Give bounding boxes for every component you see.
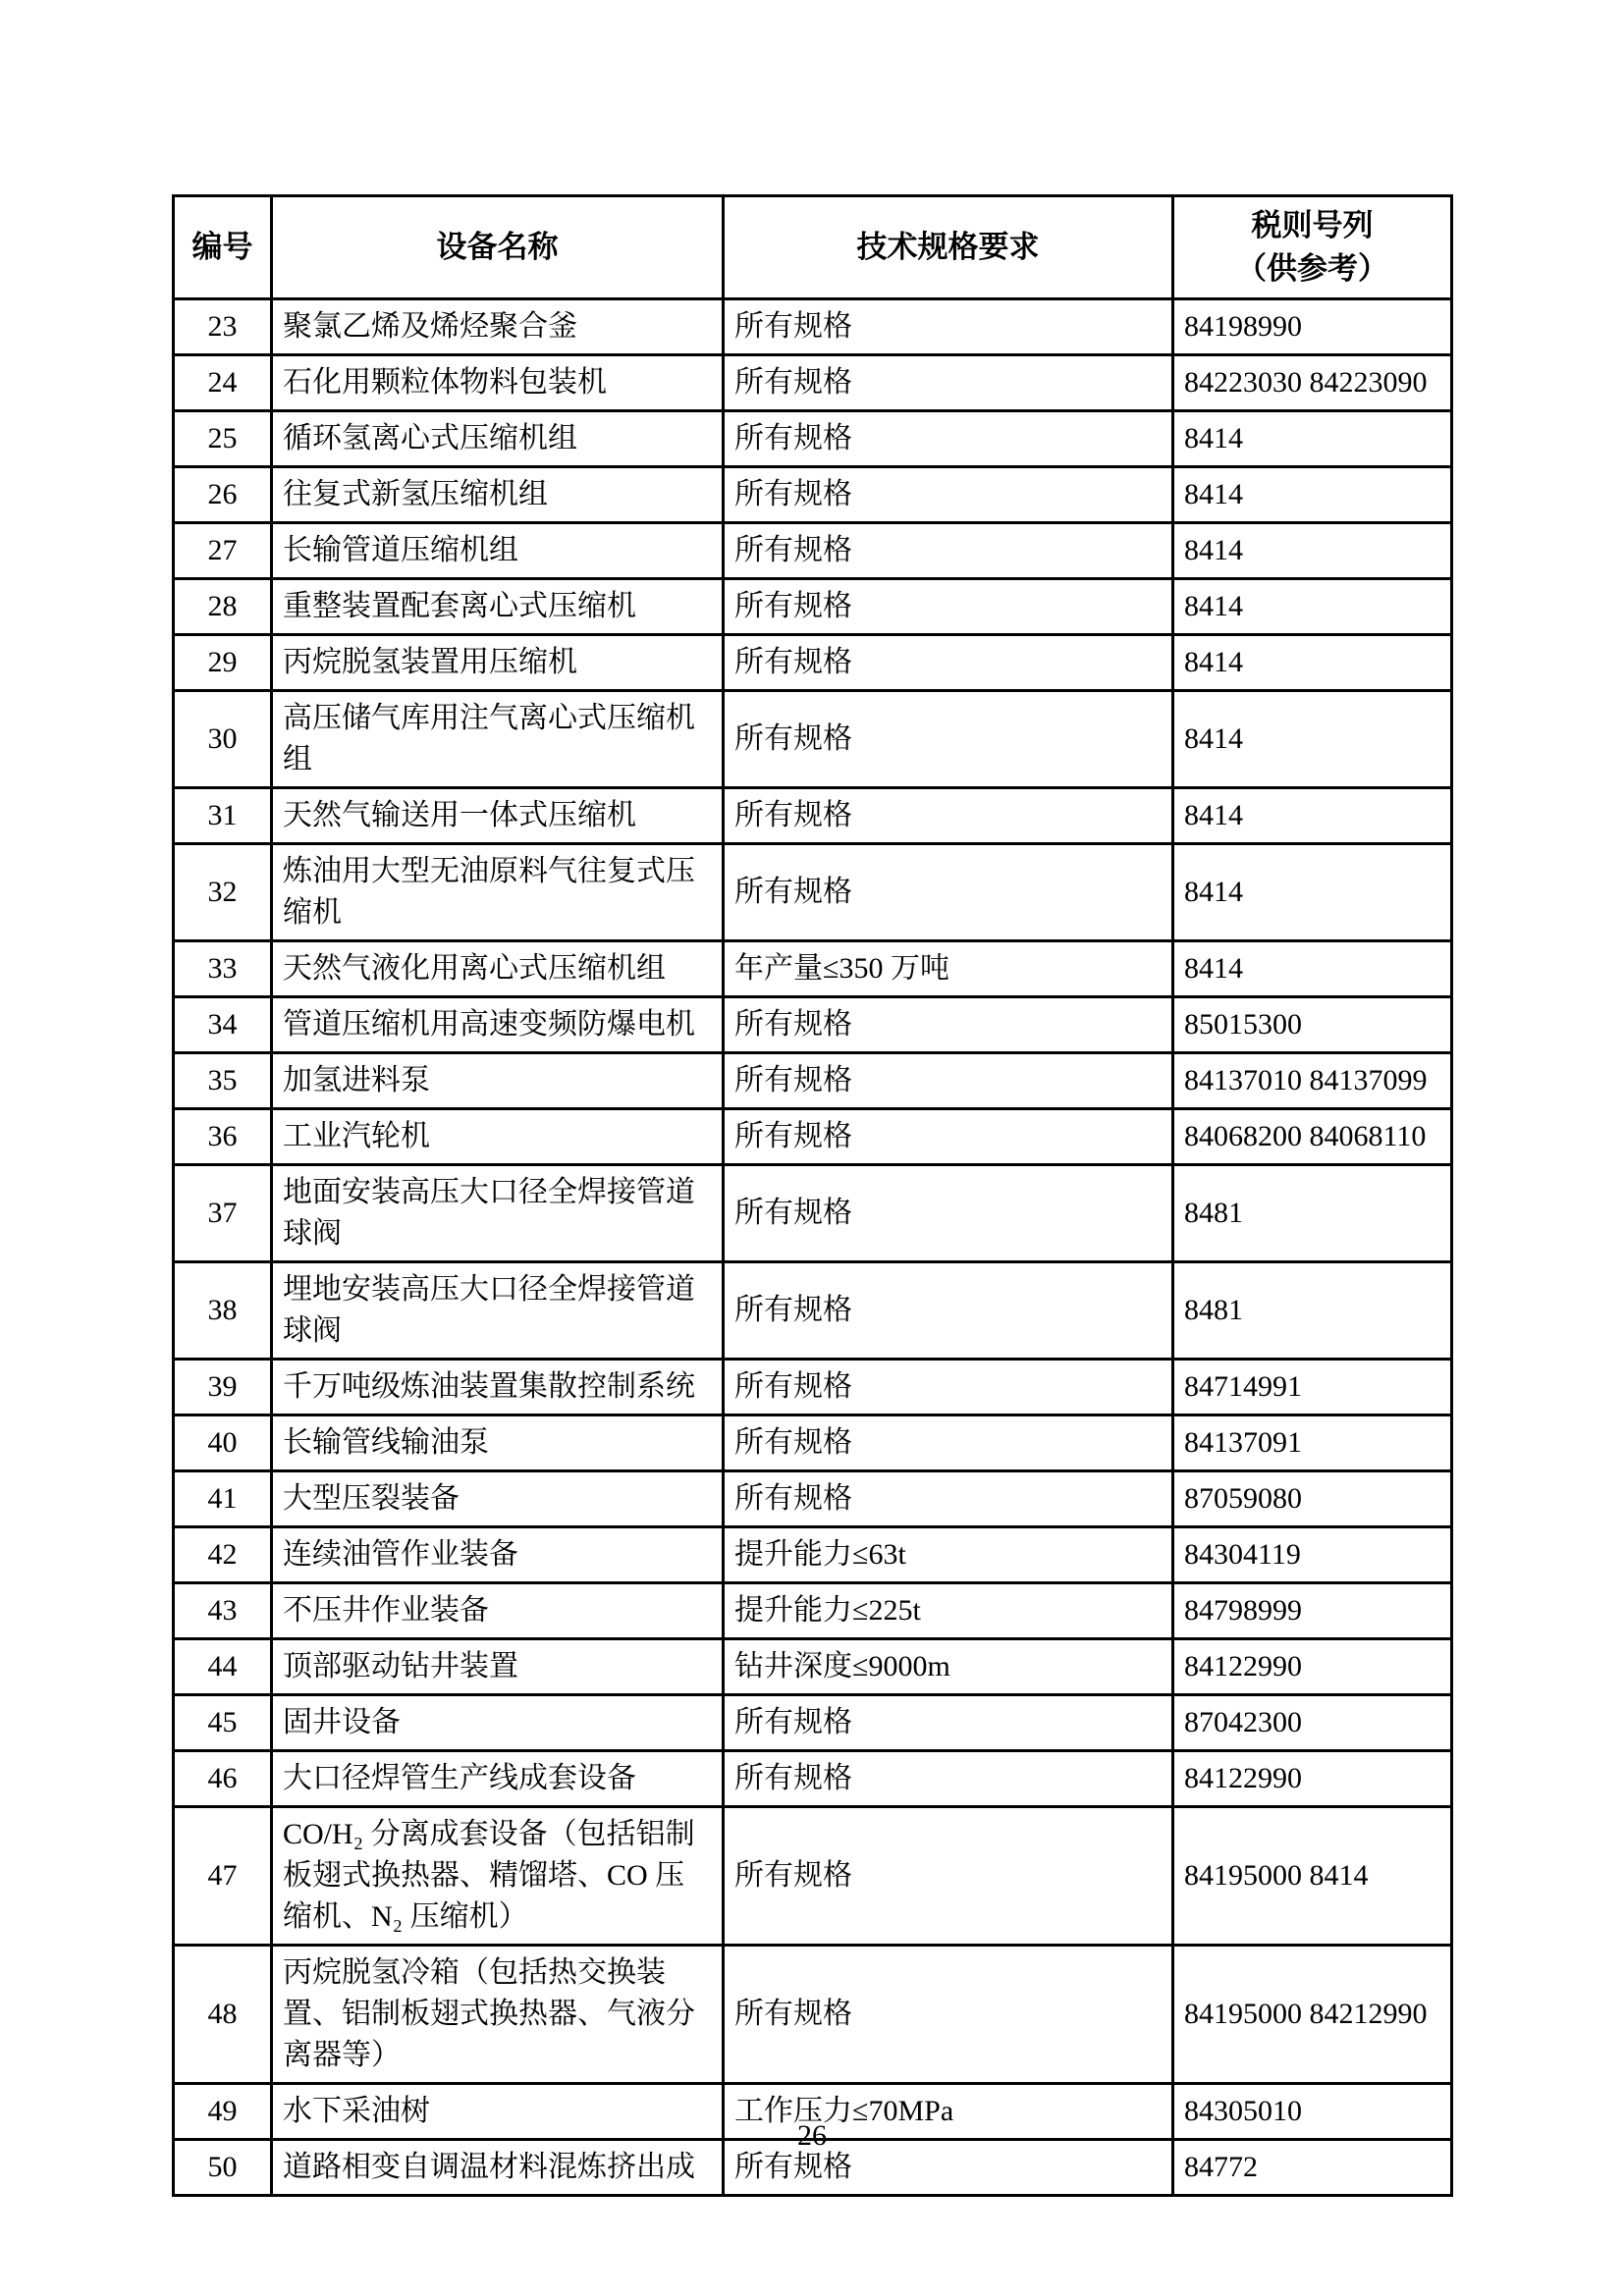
tariff-code-cell: 8414 [1173,523,1452,579]
row-number-cell: 30 [174,691,272,788]
equipment-name-cell: 千万吨级炼油装置集散控制系统 [272,1360,724,1415]
row-number-cell: 48 [174,1946,272,2084]
page-number: 26 [797,2119,827,2152]
table-header-row [174,196,1452,299]
table-row [174,997,1452,1053]
equipment-name-cell: 顶部驱动钻井装置 [272,1639,724,1695]
tariff-code-cell: 8414 [1173,844,1452,941]
row-number-cell: 28 [174,579,272,635]
equipment-name-cell: 天然气输送用一体式压缩机 [272,788,724,844]
table-row [174,1695,1452,1751]
tariff-code-cell: 84304119 [1173,1527,1452,1583]
table-row [174,1639,1452,1695]
table-row [174,1415,1452,1471]
equipment-name-cell: 聚氯乙烯及烯烃聚合釜 [272,299,724,355]
spec-cell: 所有规格 [724,523,1173,579]
tariff-code-cell: 84122990 [1173,1751,1452,1807]
equipment-name-cell: 石化用颗粒体物料包装机 [272,355,724,411]
equipment-name-cell: 固井设备 [272,1695,724,1751]
table-row [174,941,1452,997]
row-number-cell: 44 [174,1639,272,1695]
header-tariff-line1: 税则号列 [1251,208,1374,242]
row-number-cell: 25 [174,411,272,467]
row-number-cell: 43 [174,1583,272,1639]
spec-cell: 所有规格 [724,467,1173,523]
row-number-cell: 49 [174,2084,272,2140]
tariff-code-cell: 84137010 84137099 [1173,1053,1452,1109]
row-number-cell: 23 [174,299,272,355]
header-equipment-name: 设备名称 [272,196,724,299]
table-row [174,1109,1452,1165]
equipment-name-cell: 天然气液化用离心式压缩机组 [272,941,724,997]
equipment-name-cell: 水下采油树 [272,2084,724,2140]
spec-cell: 所有规格 [724,1360,1173,1415]
spec-cell: 所有规格 [724,1471,1173,1527]
spec-cell: 所有规格 [724,635,1173,691]
row-number-cell: 32 [174,844,272,941]
table-row [174,1527,1452,1583]
tariff-code-cell: 85015300 [1173,997,1452,1053]
equipment-name-cell: 长输管线输油泵 [272,1415,724,1471]
table-body [174,299,1452,2196]
spec-cell: 年产量≤350 万吨 [724,941,1173,997]
row-number-cell: 36 [174,1109,272,1165]
table-row [174,1165,1452,1262]
spec-cell: 所有规格 [724,299,1173,355]
tariff-code-cell: 84305010 [1173,2084,1452,2140]
equipment-name-cell: 长输管道压缩机组 [272,523,724,579]
tariff-code-cell: 8414 [1173,635,1452,691]
tariff-code-cell: 84223030 84223090 [1173,355,1452,411]
equipment-name-cell: 加氢进料泵 [272,1053,724,1109]
equipment-name-cell: 连续油管作业装备 [272,1527,724,1583]
spec-cell: 所有规格 [724,1262,1173,1360]
tariff-code-cell: 8414 [1173,467,1452,523]
tariff-code-cell: 8414 [1173,411,1452,467]
spec-cell: 所有规格 [724,844,1173,941]
spec-cell: 所有规格 [724,1053,1173,1109]
tariff-code-cell: 84798999 [1173,1583,1452,1639]
equipment-name-cell: 管道压缩机用高速变频防爆电机 [272,997,724,1053]
spec-cell: 所有规格 [724,1946,1173,2084]
row-number-cell: 42 [174,1527,272,1583]
table-row [174,299,1452,355]
equipment-name-cell: 地面安装高压大口径全焊接管道球阀 [272,1165,724,1262]
table-row [174,1262,1452,1360]
equipment-name-cell: CO/H₂ 分离成套设备（包括铝制板翅式换热器、精馏塔、CO 压缩机、N₂ 压缩机） [272,1807,724,1946]
row-number-cell: 45 [174,1695,272,1751]
spec-cell: 工作压力≤70MPa [724,2084,1173,2140]
row-number-cell: 35 [174,1053,272,1109]
row-number-cell: 33 [174,941,272,997]
table-row [174,411,1452,467]
equipment-name-cell: 丙烷脱氢装置用压缩机 [272,635,724,691]
tariff-code-cell: 84198990 [1173,299,1452,355]
row-number-cell: 39 [174,1360,272,1415]
table-row [174,1360,1452,1415]
equipment-name-cell: 高压储气库用注气离心式压缩机组 [272,691,724,788]
spec-cell: 所有规格 [724,997,1173,1053]
equipment-name-cell: 大口径焊管生产线成套设备 [272,1751,724,1807]
tariff-code-cell: 8414 [1173,788,1452,844]
tariff-code-cell: 8414 [1173,579,1452,635]
equipment-name-cell: 炼油用大型无油原料气往复式压缩机 [272,844,724,941]
row-number-cell: 37 [174,1165,272,1262]
row-number-cell: 47 [174,1807,272,1946]
spec-cell: 提升能力≤225t [724,1583,1173,1639]
equipment-name-cell: 埋地安装高压大口径全焊接管道球阀 [272,1262,724,1360]
tariff-code-cell: 87059080 [1173,1471,1452,1527]
header-spec-requirements: 技术规格要求 [724,196,1173,299]
tariff-code-cell: 84195000 8414 [1173,1807,1452,1946]
spec-cell: 所有规格 [724,411,1173,467]
tariff-code-cell: 84714991 [1173,1360,1452,1415]
spec-cell: 所有规格 [724,1165,1173,1262]
row-number-cell: 26 [174,467,272,523]
equipment-name-cell: 循环氢离心式压缩机组 [272,411,724,467]
tariff-code-cell: 84137091 [1173,1415,1452,1471]
row-number-cell: 40 [174,1415,272,1471]
header-tariff-code [1173,196,1452,299]
equipment-name-cell: 重整装置配套离心式压缩机 [272,579,724,635]
row-number-cell: 31 [174,788,272,844]
row-number-cell: 27 [174,523,272,579]
spec-cell: 所有规格 [724,1695,1173,1751]
tariff-code-cell: 84068200 84068110 [1173,1109,1452,1165]
tariff-code-cell: 8414 [1173,941,1452,997]
table-row [174,844,1452,941]
table-row [174,579,1452,635]
table-row [174,1053,1452,1109]
row-number-cell: 29 [174,635,272,691]
table-row [174,1946,1452,2084]
table-row [174,1583,1452,1639]
tariff-code-cell: 84195000 84212990 [1173,1946,1452,2084]
equipment-name-cell: 丙烷脱氢冷箱（包括热交换装置、铝制板翅式换热器、气液分离器等） [272,1946,724,2084]
row-number-cell: 41 [174,1471,272,1527]
row-number-cell: 38 [174,1262,272,1360]
header-number: 编号 [174,196,272,299]
spec-cell: 所有规格 [724,1807,1173,1946]
tariff-code-cell: 8481 [1173,1262,1452,1360]
equipment-name-cell: 不压井作业装备 [272,1583,724,1639]
tariff-code-cell: 84772 [1173,2140,1452,2196]
table-row [174,1751,1452,1807]
table-row [174,355,1452,411]
spec-cell: 所有规格 [724,691,1173,788]
table-row [174,1471,1452,1527]
equipment-tariff-table [172,194,1453,2197]
tariff-code-cell: 8481 [1173,1165,1452,1262]
equipment-name-cell: 道路相变自调温材料混炼挤出成 [272,2140,724,2196]
table-row [174,788,1452,844]
equipment-name-cell: 工业汽轮机 [272,1109,724,1165]
equipment-name-cell: 往复式新氢压缩机组 [272,467,724,523]
spec-cell: 钻井深度≤9000m [724,1639,1173,1695]
row-number-cell: 50 [174,2140,272,2196]
tariff-code-cell: 84122990 [1173,1639,1452,1695]
header-tariff-line2: （供参考） [1236,251,1388,286]
table-row [174,467,1452,523]
table-row [174,635,1452,691]
table-row [174,523,1452,579]
spec-cell: 所有规格 [724,579,1173,635]
spec-cell: 提升能力≤63t [724,1527,1173,1583]
row-number-cell: 34 [174,997,272,1053]
row-number-cell: 46 [174,1751,272,1807]
row-number-cell: 24 [174,355,272,411]
table-row [174,691,1452,788]
spec-cell: 所有规格 [724,2140,1173,2196]
table-row [174,1807,1452,1946]
spec-cell: 所有规格 [724,788,1173,844]
spec-cell: 所有规格 [724,355,1173,411]
spec-cell: 所有规格 [724,1415,1173,1471]
spec-cell: 所有规格 [724,1109,1173,1165]
tariff-code-cell: 87042300 [1173,1695,1452,1751]
tariff-code-cell: 8414 [1173,691,1452,788]
equipment-name-cell: 大型压裂装备 [272,1471,724,1527]
spec-cell: 所有规格 [724,1751,1173,1807]
